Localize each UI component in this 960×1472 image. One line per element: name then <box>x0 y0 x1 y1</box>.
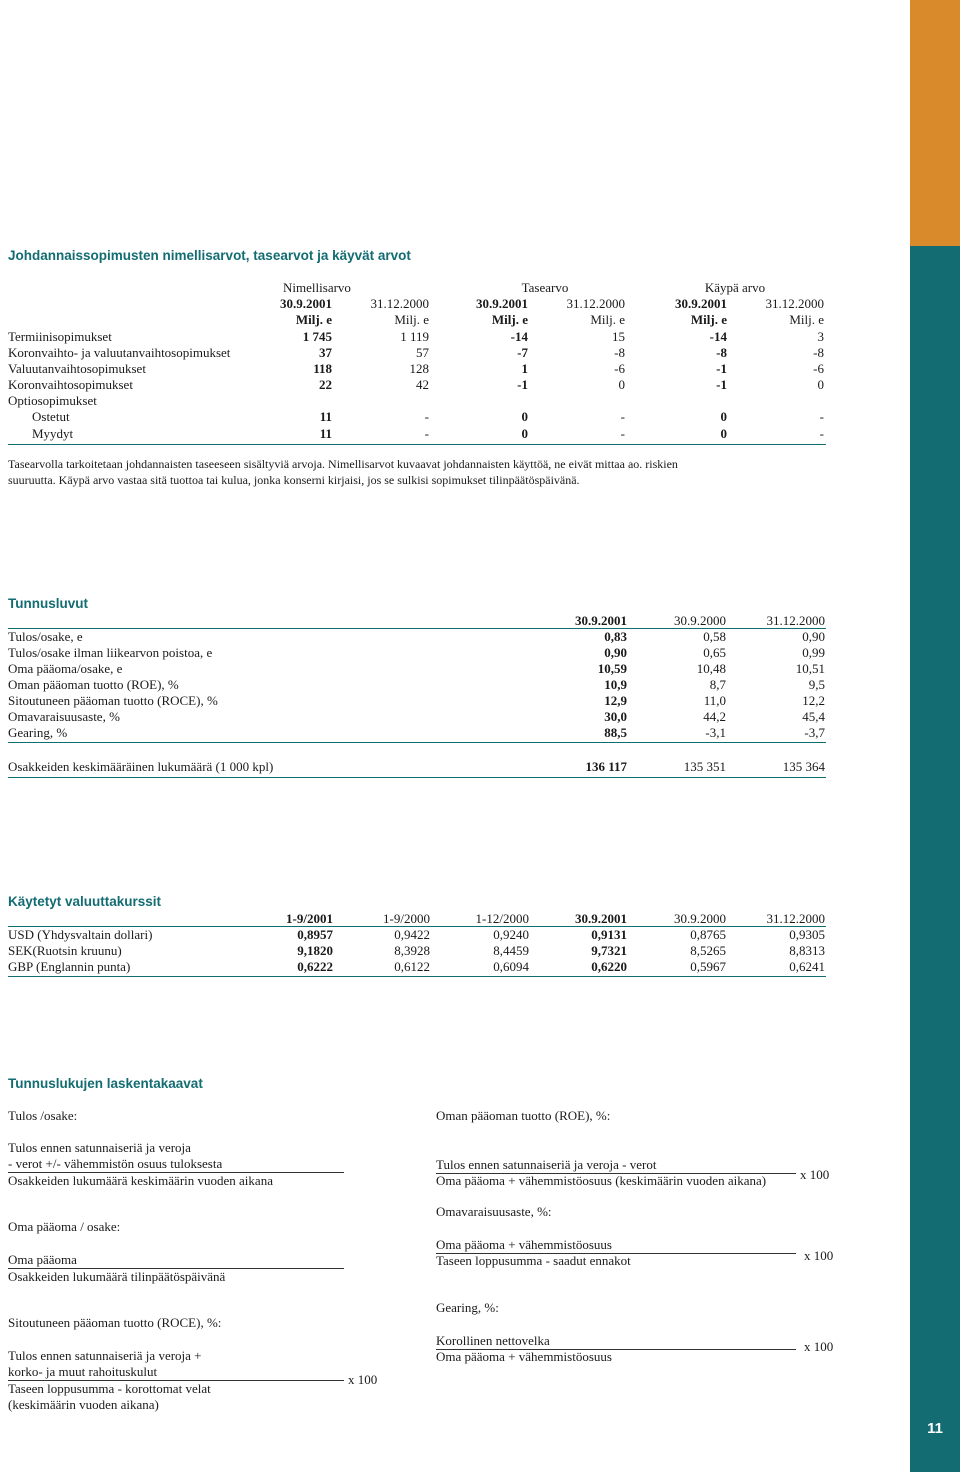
kf-cell: 10,59 <box>597 661 627 676</box>
kf-date-1: 30.9.2001 <box>575 613 627 628</box>
group-header-balance: Tasearvo <box>521 280 569 295</box>
fx-cell: 0,9240 <box>493 927 529 942</box>
kf-cell: 10,9 <box>604 677 627 692</box>
deriv-cell: 0 <box>817 377 824 392</box>
formula-roce-mult: x 100 <box>348 1372 378 1387</box>
formula-gearing-den: Oma pääoma + vähemmistöosuus <box>436 1349 612 1364</box>
deriv-row-label: Koronvaihto- ja valuutanvaihtosopimukset <box>8 345 231 360</box>
kf-cell: 0,99 <box>802 645 825 660</box>
deriv-date-1: 30.9.2001 <box>280 296 332 311</box>
kf-row-label: Oma pääoma/osake, e <box>8 661 123 676</box>
kf-cell: 135 351 <box>683 759 726 774</box>
deriv-cell: 3 <box>817 329 824 344</box>
kf-row-label: Sitoutuneen pääoman tuotto (ROCE), % <box>8 693 218 708</box>
deriv-cell: 11 <box>319 409 332 424</box>
deriv-cell: - <box>620 409 625 424</box>
kf-cell: 10,51 <box>795 661 825 676</box>
formula-roe-name: Oman pääoman tuotto (ROE), %: <box>436 1108 611 1123</box>
deriv-cell: -6 <box>813 361 824 376</box>
deriv-cell: -7 <box>517 345 528 360</box>
formula-eqratio-den: Taseen loppusumma - saadut ennakot <box>436 1253 631 1268</box>
deriv-unit-3: Milj. e <box>491 312 528 327</box>
deriv-cell: - <box>819 426 824 441</box>
kf-cell: 30,0 <box>604 709 627 724</box>
currencies-title: Käytetyt valuuttakurssit <box>8 894 162 909</box>
kf-cell: 8,7 <box>709 677 726 692</box>
formula-eqratio-name: Omavaraisuusaste, %: <box>436 1204 552 1219</box>
deriv-date-4: 31.12.2000 <box>566 296 625 311</box>
table-rule <box>8 444 826 445</box>
kf-date-2: 30.9.2000 <box>674 613 726 628</box>
kf-shares-label: Osakkeiden keskimääräinen lukumäärä (1 000 kpl) <box>8 759 274 774</box>
deriv-cell: - <box>819 409 824 424</box>
fx-cell: 8,8313 <box>789 943 825 958</box>
deriv-row-label: Myydyt <box>32 426 74 441</box>
kf-cell: 11,0 <box>703 693 726 708</box>
kf-cell: 45,4 <box>802 709 825 724</box>
deriv-cell: 0 <box>720 409 727 424</box>
kf-cell: 88,5 <box>604 725 627 740</box>
formula-roce-name: Sitoutuneen pääoman tuotto (ROCE), %: <box>8 1315 222 1330</box>
kf-cell: 12,2 <box>802 693 825 708</box>
derivatives-note <box>8 457 808 488</box>
keyfigures-title: Tunnusluvut <box>8 596 88 611</box>
fx-cell: 0,8957 <box>297 927 333 942</box>
formula-eqps-den: Osakkeiden lukumäärä tilinpäätöspäivänä <box>8 1269 226 1284</box>
deriv-cell: - <box>424 409 429 424</box>
deriv-cell: 42 <box>416 377 429 392</box>
fx-cell: 8,3928 <box>394 943 430 958</box>
fx-row-label: USD (Yhdysvaltain dollari) <box>8 927 153 942</box>
fx-cell: 0,9422 <box>394 927 430 942</box>
deriv-cell: 15 <box>612 329 625 344</box>
deriv-cell: - <box>620 426 625 441</box>
deriv-cell: 118 <box>313 361 332 376</box>
fx-cell: 0,9131 <box>591 927 627 942</box>
kf-date-3: 31.12.2000 <box>766 613 825 628</box>
table-rule <box>8 976 826 977</box>
page-number: 11 <box>927 1420 943 1437</box>
deriv-cell: 22 <box>319 377 332 392</box>
deriv-cell: 0 <box>720 426 727 441</box>
fx-header-3: 1-12/2000 <box>475 911 529 926</box>
kf-cell: 10,48 <box>696 661 726 676</box>
formula-gearing-mult: x 100 <box>804 1339 834 1354</box>
kf-row-label: Gearing, % <box>8 725 68 740</box>
derivatives-title: Johdannaissopimusten nimellisarvot, tasearvot ja käyvät arvot <box>8 248 411 263</box>
kf-row-label: Tulos/osake, e <box>8 629 83 644</box>
fx-cell: 0,9305 <box>789 927 825 942</box>
kf-row-label: Tulos/osake ilman liikearvon poistoa, e <box>8 645 213 660</box>
deriv-date-2: 31.12.2000 <box>370 296 429 311</box>
deriv-date-6: 31.12.2000 <box>765 296 824 311</box>
deriv-cell: 128 <box>409 361 429 376</box>
fx-cell: 9,7321 <box>591 943 627 958</box>
note-line: suuruutta. Käypä arvo vastaa sitä tuottoa tai kulua, jonka konserni kirjaisi, jos se sulkisi sopimukset tilinpäätöspäivänä. <box>8 472 580 487</box>
fx-cell: 0,6094 <box>493 959 529 974</box>
deriv-cell: 37 <box>319 345 332 360</box>
kf-cell: 0,65 <box>703 645 726 660</box>
deriv-cell: -8 <box>813 345 824 360</box>
formula-eps-num2: - verot +/- vähemmistön osuus tuloksesta <box>8 1156 223 1171</box>
deriv-cell: 11 <box>319 426 332 441</box>
deriv-cell: -1 <box>517 377 528 392</box>
deriv-unit-4: Milj. e <box>590 312 625 327</box>
deriv-cell: 1 119 <box>400 329 429 344</box>
table-rule <box>8 742 826 743</box>
formula-eps-num1: Tulos ennen satunnaiseriä ja veroja <box>8 1140 191 1155</box>
formula-gearing-num: Korollinen nettovelka <box>436 1333 550 1348</box>
formula-roe-den: Oma pääoma + vähemmistöosuus (keskimäärin vuoden aikana) <box>436 1173 767 1188</box>
deriv-cell: 0 <box>521 426 528 441</box>
kf-cell: 12,9 <box>604 693 627 708</box>
deriv-cell: -14 <box>709 329 727 344</box>
table-rule <box>8 777 826 778</box>
fx-cell: 9,1820 <box>297 943 333 958</box>
deriv-date-3: 30.9.2001 <box>476 296 528 311</box>
kf-cell: -3,7 <box>804 725 825 740</box>
deriv-date-5: 30.9.2001 <box>675 296 727 311</box>
formula-eqps-name: Oma pääoma / osake: <box>8 1219 121 1234</box>
fx-header-2: 1-9/2000 <box>383 911 430 926</box>
formula-eqps-num: Oma pääoma <box>8 1252 77 1267</box>
deriv-cell: -1 <box>716 377 727 392</box>
deriv-cell: -6 <box>614 361 625 376</box>
formula-roce-den2: (keskimäärin vuoden aikana) <box>8 1397 159 1412</box>
formula-roe-mult: x 100 <box>800 1167 830 1182</box>
fx-cell: 0,6122 <box>394 959 430 974</box>
formulas-title: Tunnuslukujen laskentakaavat <box>8 1076 203 1091</box>
deriv-row-label: Koronvaihtosopimukset <box>8 377 133 392</box>
kf-cell: 44,2 <box>703 709 726 724</box>
formula-roce-den1: Taseen loppusumma - korottomat velat <box>8 1381 211 1396</box>
deriv-cell: -8 <box>614 345 625 360</box>
deriv-cell: 0 <box>618 377 625 392</box>
deriv-cell: 1 745 <box>302 329 332 344</box>
deriv-unit-5: Milj. e <box>690 312 727 327</box>
deriv-row-label: Termiinisopimukset <box>8 329 112 344</box>
kf-cell: 0,90 <box>802 629 825 644</box>
deriv-cell: -1 <box>716 361 727 376</box>
fx-cell: 0,6220 <box>591 959 627 974</box>
formula-gearing-name: Gearing, %: <box>436 1300 499 1315</box>
kf-row-label: Omavaraisuusaste, % <box>8 709 120 724</box>
formula-eps-den: Osakkeiden lukumäärä keskimäärin vuoden aikana <box>8 1173 273 1188</box>
deriv-row-label: Ostetut <box>32 409 70 424</box>
kf-cell: 135 364 <box>782 759 825 774</box>
kf-cell: 9,5 <box>808 677 825 692</box>
formula-roce-num1: Tulos ennen satunnaiseriä ja veroja + <box>8 1348 202 1363</box>
fx-header-6: 31.12.2000 <box>766 911 825 926</box>
fx-header-1: 1-9/2001 <box>286 911 333 926</box>
sidebar-accent-orange <box>910 0 960 246</box>
formula-eps-name: Tulos /osake: <box>8 1108 78 1123</box>
fx-cell: 0,6241 <box>789 959 825 974</box>
group-header-nominal: Nimellisarvo <box>283 280 351 295</box>
deriv-row-label: Optiosopimukset <box>8 393 97 408</box>
fx-row-label: GBP (Englannin punta) <box>8 959 131 974</box>
formula-roe-num: Tulos ennen satunnaiseriä ja veroja - verot <box>436 1157 657 1172</box>
formula-eqratio-mult: x 100 <box>804 1248 834 1263</box>
deriv-cell: -8 <box>716 345 727 360</box>
deriv-unit-6: Milj. e <box>789 312 824 327</box>
sidebar-accent-teal <box>910 246 960 1472</box>
formula-roce-num2: korko- ja muut rahoituskulut <box>8 1364 158 1379</box>
kf-cell: 0,90 <box>604 645 627 660</box>
fx-cell: 8,5265 <box>690 943 726 958</box>
kf-cell: 0,83 <box>604 629 627 644</box>
kf-cell: 0,58 <box>703 629 726 644</box>
group-header-fair: Käypä arvo <box>704 280 766 295</box>
deriv-row-label: Valuutanvaihtosopimukset <box>8 361 146 376</box>
deriv-cell: 57 <box>416 345 429 360</box>
deriv-cell: 0 <box>521 409 528 424</box>
deriv-cell: - <box>424 426 429 441</box>
formula-eqratio-num: Oma pääoma + vähemmistöosuus <box>436 1237 612 1252</box>
kf-cell: 136 117 <box>585 759 627 774</box>
fx-header-5: 30.9.2000 <box>674 911 726 926</box>
deriv-cell: 1 <box>521 361 528 376</box>
kf-row-label: Oman pääoman tuotto (ROE), % <box>8 677 179 692</box>
fx-cell: 0,8765 <box>690 927 726 942</box>
fx-cell: 0,6222 <box>297 959 333 974</box>
kf-cell: -3,1 <box>705 725 726 740</box>
fx-cell: 8,4459 <box>493 943 529 958</box>
deriv-unit-1: Milj. e <box>295 312 332 327</box>
deriv-unit-2: Milj. e <box>394 312 429 327</box>
fx-header-4: 30.9.2001 <box>575 911 627 926</box>
fx-cell: 0,5967 <box>690 959 726 974</box>
deriv-cell: -14 <box>510 329 528 344</box>
note-line: Tasearvolla tarkoitetaan johdannaisten taseeseen sisältyviä arvoja. Nimellisarvot kuvaavat johdannaisten käyttöä, ne eivät mittaa ao. riskien <box>8 457 678 471</box>
fx-row-label: SEK(Ruotsin kruunu) <box>8 943 122 958</box>
